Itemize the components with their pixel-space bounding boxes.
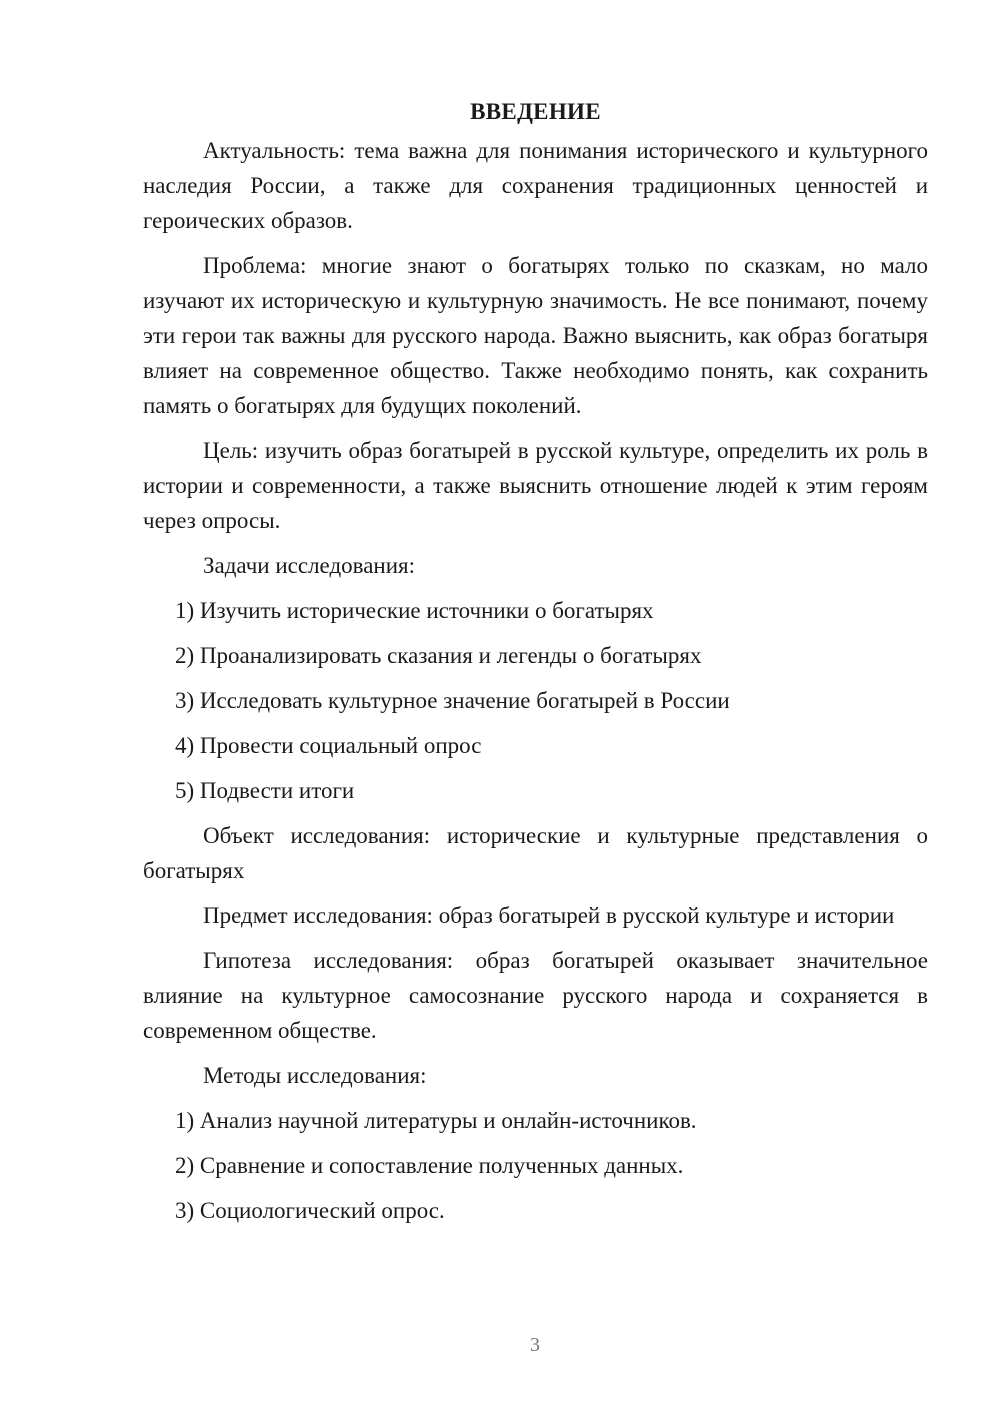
list-item: 2) Сравнение и сопоставление полученных данных. <box>175 1153 684 1178</box>
list-item: 3) Исследовать культурное значение богатырей в России <box>175 688 730 713</box>
paragraph-actuality: Актуальность: тема важна для понимания исторического и культурного наследия России, а также для сохранения традиционных ценностей и героических образов. <box>143 138 928 233</box>
list-item: 2) Проанализировать сказания и легенды о богатырях <box>175 643 702 668</box>
paragraph-problem: Проблема: многие знают о богатырях только по сказкам, но мало изучают их историческую и культурную значимость. Не все понимают, почему эти герои так важны для русского народа. Важно выяснить, как образ богатыря влияет на современное общество. Также необходимо понять, как сохранить память о богатырях для будущих поколений. <box>143 253 928 418</box>
paragraph-hypothesis: Гипотеза исследования: образ богатырей оказывает значительное влияние на культурное самосознание русского народа и сохраняется в современном обществе. <box>143 948 928 1043</box>
paragraph-object: Объект исследования: исторические и культурные представления о богатырях <box>143 823 928 883</box>
paragraph-subject: Предмет исследования: образ богатырей в русской культуре и истории <box>203 903 895 928</box>
paragraph-goal: Цель: изучить образ богатырей в русской культуре, определить их роль в истории и современности, а также выяснить отношение людей к этим героям через опросы. <box>143 438 928 533</box>
tasks-heading: Задачи исследования: <box>203 553 416 578</box>
list-item: 3) Социологический опрос. <box>175 1198 445 1223</box>
list-item: 4) Провести социальный опрос <box>175 733 482 758</box>
tasks-list <box>143 593 928 808</box>
page-title: ВВЕДЕНИЕ <box>470 99 601 124</box>
list-item: 5) Подвести итоги <box>175 778 355 803</box>
page-content <box>143 94 928 1238</box>
methods-heading: Методы исследования: <box>203 1063 427 1088</box>
list-item: 1) Изучить исторические источники о богатырях <box>175 598 654 623</box>
list-item: 1) Анализ научной литературы и онлайн-источников. <box>175 1108 697 1133</box>
methods-list <box>143 1103 928 1228</box>
page-number: 3 <box>530 1334 540 1356</box>
